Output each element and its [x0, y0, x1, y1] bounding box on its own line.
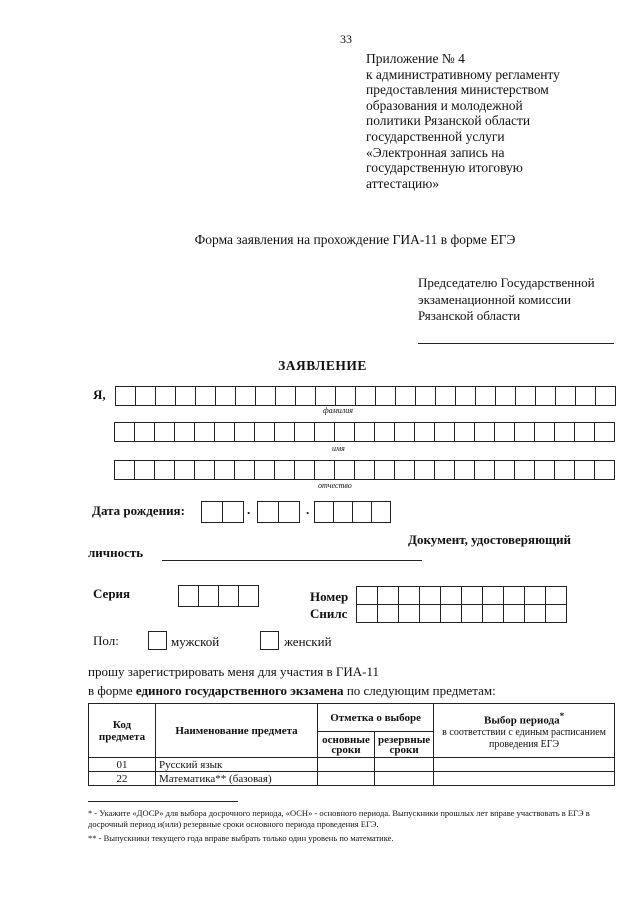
char-cell[interactable]: [461, 586, 483, 605]
char-cell[interactable]: [514, 422, 535, 442]
char-cell[interactable]: [414, 422, 435, 442]
col-mark-main: основные сроки: [318, 732, 375, 758]
appendix-line: к административному регламенту: [366, 66, 560, 82]
char-cell[interactable]: [414, 460, 435, 480]
birth-year-cells[interactable]: [314, 501, 390, 523]
char-cell[interactable]: [135, 386, 156, 406]
col-mark-reserve: резервные сроки: [375, 732, 434, 758]
char-cell[interactable]: [398, 604, 420, 623]
char-cell[interactable]: [595, 386, 616, 406]
char-cell[interactable]: [503, 586, 525, 605]
char-cell[interactable]: [454, 422, 475, 442]
char-cell[interactable]: [514, 460, 535, 480]
signature-line[interactable]: [418, 343, 614, 344]
footnote-divider: [88, 801, 238, 802]
char-cell[interactable]: [315, 386, 336, 406]
appendix-line: предоставления министерством: [366, 82, 549, 98]
char-cell[interactable]: [274, 460, 295, 480]
surname-caption: фамилия: [323, 406, 353, 415]
char-cell[interactable]: [555, 386, 576, 406]
char-cell[interactable]: [155, 386, 176, 406]
char-cell[interactable]: [415, 386, 436, 406]
char-cell[interactable]: [377, 604, 399, 623]
document-label: Документ, удостоверяющий: [408, 532, 571, 547]
gender-label: Пол:: [93, 633, 119, 648]
char-cell[interactable]: [294, 422, 315, 442]
appendix-line: политики Рязанской области: [366, 113, 531, 129]
row-mark-main[interactable]: [318, 758, 375, 772]
char-cell[interactable]: [356, 586, 378, 605]
char-cell[interactable]: [334, 422, 355, 442]
char-cell[interactable]: [134, 460, 155, 480]
char-cell[interactable]: [419, 586, 441, 605]
number-cells[interactable]: [356, 586, 566, 605]
char-cell[interactable]: [475, 386, 496, 406]
row-mark-main[interactable]: [318, 772, 375, 786]
char-cell[interactable]: [275, 386, 296, 406]
char-cell[interactable]: [419, 604, 441, 623]
row-period[interactable]: [434, 758, 615, 772]
char-cell[interactable]: [134, 422, 155, 442]
char-cell[interactable]: [354, 460, 375, 480]
char-cell[interactable]: [115, 386, 136, 406]
char-cell[interactable]: [455, 386, 476, 406]
series-cells[interactable]: [178, 585, 258, 607]
char-cell[interactable]: [394, 460, 415, 480]
char-cell[interactable]: [494, 460, 515, 480]
appendix-line: образования и молодежной: [366, 97, 523, 113]
char-cell[interactable]: [594, 422, 615, 442]
char-cell[interactable]: [198, 585, 219, 607]
char-cell[interactable]: [335, 386, 356, 406]
char-cell[interactable]: [398, 586, 420, 605]
char-cell[interactable]: [114, 422, 135, 442]
char-cell[interactable]: [545, 586, 567, 605]
char-cell[interactable]: [371, 501, 391, 523]
date-separator: .: [247, 502, 251, 517]
birth-month-cells[interactable]: [257, 501, 299, 523]
char-cell[interactable]: [178, 585, 199, 607]
col-mark-header: Отметка о выборе: [318, 704, 434, 732]
snils-cells[interactable]: [356, 604, 566, 623]
char-cell[interactable]: [215, 386, 236, 406]
male-label: мужской: [171, 634, 220, 649]
char-cell[interactable]: [461, 604, 483, 623]
col-name-header: Наименование предмета: [156, 704, 318, 758]
birth-day-cells[interactable]: [201, 501, 243, 523]
appendix-line: Приложение № 4: [366, 51, 465, 66]
request-line2-prefix: в форме: [88, 683, 136, 698]
char-cell[interactable]: [375, 386, 396, 406]
footnote-1: * - Укажите «ДОСР» для выбора досрочного периода, «ОСН» - основного периода. Выпускники прошлых лет вправе участвовать в ЕГЭ в досрочный период и(или) резервные сроки основного периода проведения ЕГЭ.: [88, 808, 590, 829]
char-cell[interactable]: [295, 386, 316, 406]
char-cell[interactable]: [435, 386, 456, 406]
page-number: 33: [340, 32, 352, 46]
request-line2-suffix: по следующим предметам:: [343, 683, 496, 698]
char-cell[interactable]: [374, 460, 395, 480]
char-cell[interactable]: [334, 460, 355, 480]
col-period-sub: в соответствии с единым расписанием проведения ЕГЭ: [442, 727, 607, 751]
char-cell[interactable]: [354, 422, 375, 442]
addressee-line: экзаменационной комиссии: [418, 291, 571, 307]
char-cell[interactable]: [474, 460, 495, 480]
char-cell[interactable]: [482, 604, 504, 623]
char-cell[interactable]: [482, 586, 504, 605]
char-cell[interactable]: [235, 386, 256, 406]
char-cell[interactable]: [524, 586, 546, 605]
char-cell[interactable]: [234, 422, 255, 442]
char-cell[interactable]: [222, 501, 244, 523]
request-line2: [88, 683, 496, 699]
char-cell[interactable]: [355, 386, 376, 406]
row-code: 22: [89, 772, 156, 786]
male-checkbox[interactable]: [148, 631, 167, 650]
char-cell[interactable]: [218, 585, 239, 607]
female-checkbox[interactable]: [260, 631, 279, 650]
char-cell[interactable]: [352, 501, 372, 523]
char-cell[interactable]: [394, 422, 415, 442]
appendix-line: государственную итоговую: [366, 160, 523, 176]
appendix-line: «Электронная запись на: [366, 144, 505, 160]
row-mark-reserve[interactable]: [375, 772, 434, 786]
char-cell[interactable]: [440, 604, 462, 623]
char-cell[interactable]: [474, 422, 495, 442]
appendix-line: государственной услуги: [366, 128, 505, 144]
char-cell[interactable]: [534, 460, 555, 480]
char-cell[interactable]: [175, 386, 196, 406]
char-cell[interactable]: [255, 386, 276, 406]
char-cell[interactable]: [377, 586, 399, 605]
appendix-block: [366, 51, 626, 191]
row-mark-reserve[interactable]: [375, 758, 434, 772]
char-cell[interactable]: [440, 586, 462, 605]
char-cell[interactable]: [495, 386, 516, 406]
char-cell[interactable]: [257, 501, 279, 523]
addressee-line: Председателю Государственной: [418, 275, 595, 290]
col-period-title: Выбор периода: [484, 714, 560, 727]
char-cell[interactable]: [201, 501, 223, 523]
surname-cells[interactable]: [115, 386, 615, 406]
char-cell[interactable]: [333, 501, 353, 523]
char-cell[interactable]: [574, 422, 595, 442]
row-code: 01: [89, 758, 156, 772]
number-label: Номер: [310, 589, 349, 604]
table-row: [89, 758, 615, 772]
addressee-line: Рязанской области: [418, 308, 521, 323]
char-cell[interactable]: [545, 604, 567, 623]
char-cell[interactable]: [574, 460, 595, 480]
char-cell[interactable]: [195, 386, 216, 406]
char-cell[interactable]: [395, 386, 416, 406]
subjects-table: [88, 703, 615, 786]
patronymic-caption: отчество: [318, 481, 352, 490]
char-cell[interactable]: [214, 422, 235, 442]
char-cell[interactable]: [515, 386, 536, 406]
footnote-2: ** - Выпускники текущего года вправе выбрать только один уровень по математике.: [88, 833, 394, 843]
document-line[interactable]: [162, 560, 422, 561]
char-cell[interactable]: [314, 460, 335, 480]
char-cell[interactable]: [238, 585, 259, 607]
char-cell[interactable]: [524, 604, 546, 623]
addressee-block: [418, 275, 595, 325]
snils-label: Снилс: [310, 606, 348, 621]
date-separator: .: [306, 502, 310, 517]
char-cell[interactable]: [503, 604, 525, 623]
name-prefix: Я,: [93, 387, 106, 402]
col-period-header: [434, 704, 615, 758]
col-code-header: Код предмета: [89, 704, 156, 758]
char-cell[interactable]: [374, 422, 395, 442]
char-cell[interactable]: [314, 422, 335, 442]
char-cell[interactable]: [594, 460, 615, 480]
char-cell[interactable]: [234, 460, 255, 480]
table-row: [89, 772, 615, 786]
char-cell[interactable]: [278, 501, 300, 523]
char-cell[interactable]: [434, 422, 455, 442]
request-exam-name: единого государственного экзамена: [135, 683, 344, 698]
row-period[interactable]: [434, 772, 615, 786]
patronymic-cells[interactable]: [114, 460, 614, 480]
identity-label: личность: [88, 545, 144, 560]
char-cell[interactable]: [554, 422, 575, 442]
name-caption: имя: [332, 444, 345, 453]
name-cells[interactable]: [114, 422, 614, 442]
form-title: Форма заявления на прохождение ГИА-11 в форме ЕГЭ: [194, 232, 516, 247]
appendix-line: аттестацию»: [366, 175, 440, 191]
series-label: Серия: [93, 586, 131, 601]
row-name: Русский язык: [156, 758, 318, 772]
char-cell[interactable]: [434, 460, 455, 480]
char-cell[interactable]: [535, 386, 556, 406]
char-cell[interactable]: [174, 460, 195, 480]
char-cell[interactable]: [314, 501, 334, 523]
char-cell[interactable]: [554, 460, 575, 480]
char-cell[interactable]: [575, 386, 596, 406]
char-cell[interactable]: [274, 422, 295, 442]
statement-heading: ЗАЯВЛЕНИЕ: [278, 358, 367, 373]
char-cell[interactable]: [534, 422, 555, 442]
char-cell[interactable]: [254, 422, 275, 442]
char-cell[interactable]: [194, 460, 215, 480]
char-cell[interactable]: [114, 460, 135, 480]
char-cell[interactable]: [214, 460, 235, 480]
row-name: Математика** (базовая): [156, 772, 318, 786]
char-cell[interactable]: [154, 422, 175, 442]
request-line1: прошу зарегистрировать меня для участия в ГИА-11: [88, 664, 379, 679]
char-cell[interactable]: [294, 460, 315, 480]
char-cell[interactable]: [254, 460, 275, 480]
char-cell[interactable]: [154, 460, 175, 480]
char-cell[interactable]: [356, 604, 378, 623]
char-cell[interactable]: [494, 422, 515, 442]
birth-date-label: Дата рождения:: [92, 503, 185, 518]
col-period-star: *: [559, 710, 565, 721]
char-cell[interactable]: [194, 422, 215, 442]
char-cell[interactable]: [174, 422, 195, 442]
char-cell[interactable]: [454, 460, 475, 480]
female-label: женский: [284, 634, 332, 649]
